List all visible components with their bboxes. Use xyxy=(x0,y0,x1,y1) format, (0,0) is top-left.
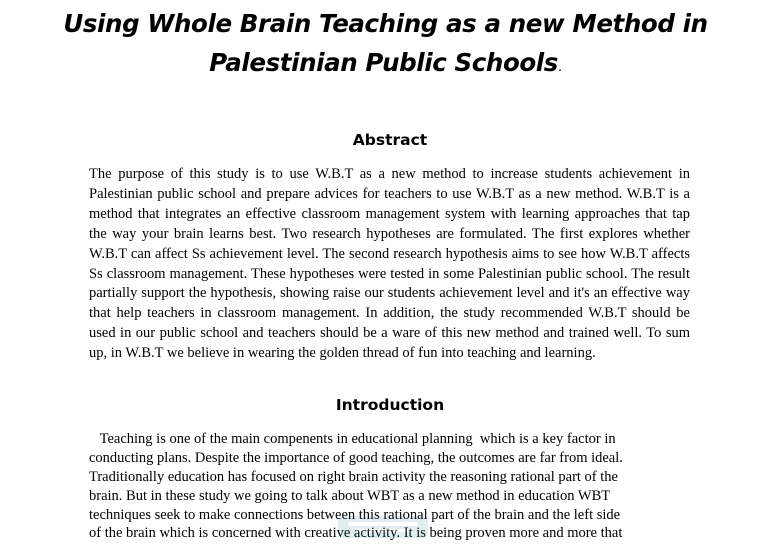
introduction-line: techniques seek to make connections between this rational part of the brain and the left side xyxy=(89,506,621,523)
abstract-heading: Abstract xyxy=(352,131,428,149)
paper-title-line-1: Using Whole Brain Teaching as a new Method in xyxy=(63,9,708,38)
introduction-heading: Introduction xyxy=(335,396,445,414)
paper-title-line-2-text: Palestinian Public Schools xyxy=(209,48,558,77)
abstract-paragraph: The purpose of this study is to use W.B.T as a new method to increase students achievement in Palestinian public school and prepare advices for teachers to use W.B.T as a new method. W.B.T is a method that integrates an effective classroom management system with learning approaches that tap the way your brain learns best. Two research hypotheses are formulated. The first explores whether W.B.T can affect Ss achievement level. The second research hypothesis aims to see how W.B.T affects Ss classroom management. These hypotheses were tested in some Palestinian public school. The result partially support the hypothesis, showing raise our students achievement level and it's an effective way that help teachers in classroom management. In addition, the study recommended W.B.T should be used in our public school and teachers should be a ware of this new method and trained well. To sum up, in W.B.T we believe in wearing the golden thread of fun into teaching and learning. xyxy=(89,166,690,362)
introduction-line: of the brain which is concerned with creative activity. It is being proven more and more that xyxy=(89,525,623,542)
introduction-line: Teaching is one of the main compenents in educational planning which is a key factor in xyxy=(89,431,616,447)
introduction-paragraph xyxy=(89,430,690,543)
introduction-line: Traditionally education has focused on right brain activity the reasoning rational part of the xyxy=(89,468,618,485)
paper-title-period: . xyxy=(558,60,562,75)
introduction-line: brain. But in these study we going to talk about WBT as a new method in education WBT xyxy=(89,487,611,504)
paper-title-line-2 xyxy=(60,43,711,88)
introduction-line: conducting plans. Despite the importance of good teaching, the outcomes are far from ideal. xyxy=(89,449,623,466)
